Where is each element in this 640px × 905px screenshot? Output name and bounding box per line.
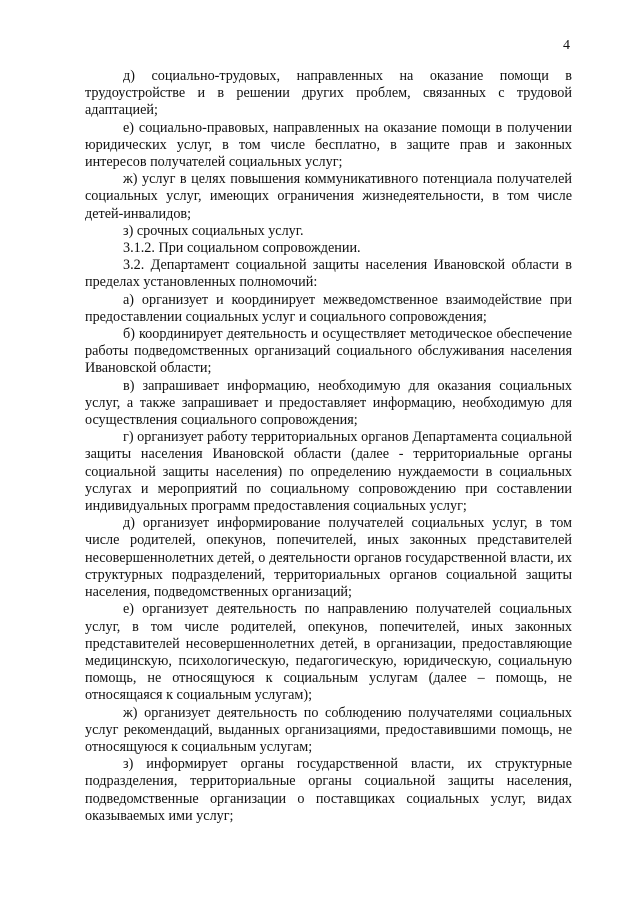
paragraph-zh-compliance: ж) организует деятельность по соблюдению получателями социальных услуг рекомендаций, выданных организациями, предоставившими помощь, не относящуюся к социальным услугам; — [85, 704, 572, 755]
paragraph-a-coordinates: а) организует и координирует межведомственное взаимодействие при предоставлении социальных услуг и социального сопровождения; — [85, 291, 572, 325]
page-number: 4 — [563, 38, 570, 53]
paragraph-d-informing: д) организует информирование получателей социальных услуг, в том числе родителей, опекунов, попечителей, иных законных представителей несовершеннолетних детей, о деятельности органов государственной власти, их структурных подразделений, территориальных органов социальной защиты населения, подведомственных организаций; — [85, 515, 572, 601]
paragraph-v-requests: в) запрашивает информацию, необходимую для оказания социальных услуг, а также запрашивает и предоставляет информацию, необходимую для осуществления социального сопровождения; — [85, 377, 572, 429]
paragraph-g-territorial: г) организует работу территориальных органов Департамента социальной защиты населения Ивановской области (далее - территориальные органы социальной защиты населения) по определению нуждаемости в социальных услугах и мероприятий по социальному сопровождению при составлении индивидуальных программ предоставления социальных услуг; — [85, 429, 572, 515]
paragraph-e-legal: е) социально-правовых, направленных на оказание помощи в получении юридических услуг, в том числе бесплатно, в защите прав и законных интересов получателей социальных услуг; — [85, 119, 572, 171]
paragraph-3-1-2: 3.1.2. При социальном сопровождении. — [123, 240, 361, 257]
paragraph-zh-communicative: ж) услуг в целях повышения коммуникативного потенциала получателей социальных услуг, имеющих ограничения жизнедеятельности, в том числе детей-инвалидов; — [85, 171, 572, 222]
paragraph-e-referral: е) организует деятельность по направлению получателей социальных услуг, в том числе родителей, опекунов, попечителей, иных законных представителей несовершеннолетних детей, в организации, предоставляющие медицинскую, психологическую, педагогическую, юридическую, социальную помощь, не относящуюся к социальным услугам (далее – помощь, не относящаяся к социальным услугам); — [85, 601, 572, 704]
paragraph-z-urgent: з) срочных социальных услуг. — [123, 222, 304, 239]
paragraph-b-methodology: б) координирует деятельность и осуществляет методическое обеспечение работы подведомственных организаций социального обслуживания населения Ивановской области; — [85, 326, 572, 377]
paragraph-3-2: 3.2. Департамент социальной защиты населения Ивановской области в пределах установленных полномочий: — [85, 257, 572, 291]
document-body — [85, 68, 572, 825]
paragraph-z-providers: з) информирует органы государственной власти, их структурные подразделения, территориальные органы социальной защиты населения, подведомственные организации о поставщиках социальных услуг, видах оказываемых ими услуг; — [85, 756, 572, 824]
paragraph-d-labor: д) социально-трудовых, направленных на оказание помощи в трудоустройстве и в решении других проблем, связанных с трудовой адаптацией; — [85, 68, 572, 119]
